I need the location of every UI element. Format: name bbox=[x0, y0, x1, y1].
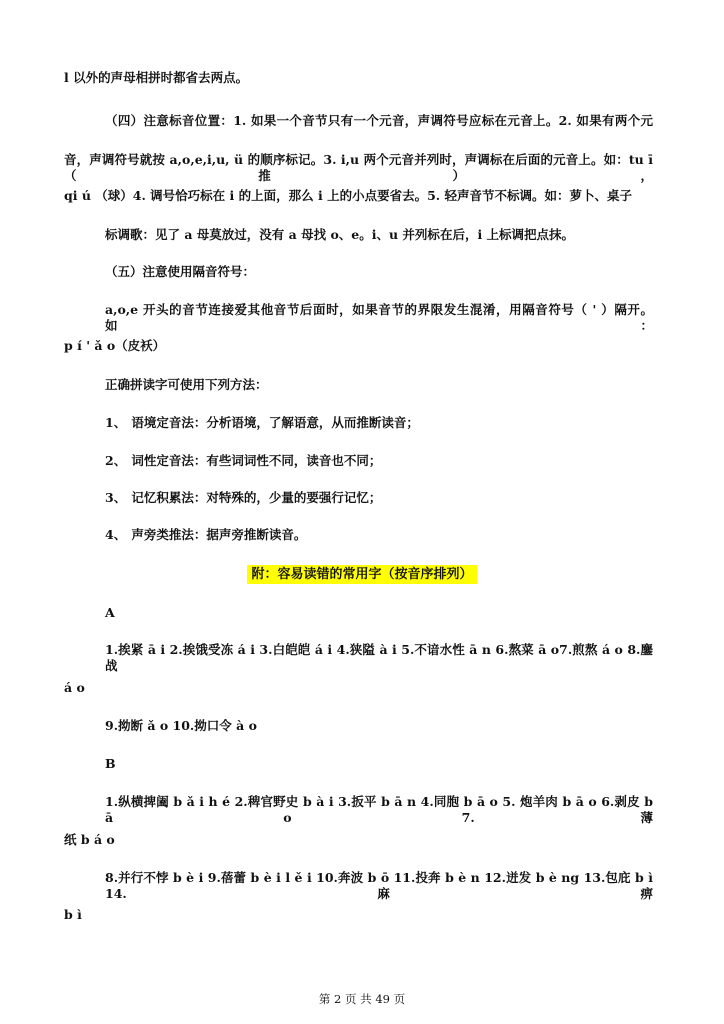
method-text: 声旁类推法：据声旁推断读音。 bbox=[131, 527, 307, 542]
text-line: 标调歌：见了 a 母莫放过，没有 a 母找 o、e。i、u 并列标在后，i 上标调把点抹。 bbox=[105, 227, 575, 242]
method-item bbox=[105, 415, 419, 431]
word-list-line: b ì bbox=[64, 907, 82, 922]
letter-heading-a: A bbox=[105, 605, 115, 620]
method-item bbox=[105, 527, 306, 543]
word-list-line: á o bbox=[64, 680, 85, 695]
text-line: 音，声调符号就按 a,o,e,i,u, ü 的顺序标记。3. i,u 两个元音并列时，声调标在后面的元音上。如：tu ī（推）， bbox=[64, 152, 653, 183]
word-list-line: 1.纵横捭阖 b ǎ i h é 2.稗官野史 b à i 3.扳平 b ā n 4.同胞 b ā o 5. 炮羊肉 b ā o 6.剥皮 b ā o 7.薄 bbox=[105, 794, 653, 825]
method-number: 2、 bbox=[105, 453, 127, 468]
text-line: p í ' ǎ o（皮袄） bbox=[64, 338, 166, 353]
word-list-line: 纸 b á o bbox=[64, 832, 115, 847]
method-number: 3、 bbox=[105, 490, 127, 505]
word-list-line: 8.并行不悖 b è i 9.蓓蕾 b è i l ě i 10.奔波 b ō 11.投奔 b è n 12.迸发 b è ng 13.包庇 b ì 14.麻痹 bbox=[105, 870, 653, 901]
page-footer: 第 2 页 共 49 页 bbox=[318, 992, 406, 1006]
letter-heading-b: B bbox=[105, 756, 116, 771]
text-line: l 以外的声母相拼时都省去两点。 bbox=[64, 70, 249, 85]
method-text: 记忆积累法：对特殊的，少量的要强行记忆； bbox=[131, 490, 382, 505]
section-heading: （五）注意使用隔音符号： bbox=[105, 264, 256, 279]
appendix-title: 附：容易读错的常用字（按音序排列） bbox=[247, 565, 476, 584]
appendix-title-row bbox=[0, 566, 724, 583]
text-line: qi ú （球）4. 调号恰巧标在 i 的上面，那么 i 上的小点要省去。5. 轻声音节不标调。如：萝卜、桌子 bbox=[64, 188, 632, 203]
word-list-line: 1.挨紧 ā i 2.挨饿受冻 á i 3.白皑皑 á i 4.狭隘 à i 5.不谙水性 ā n 6.熬菜 ā o7.煎熬 á o 8.鏖战 bbox=[105, 642, 653, 673]
method-number: 1、 bbox=[105, 415, 127, 430]
word-list-line: 9.拗断 ǎ o 10.拗口令 à o bbox=[105, 718, 257, 733]
text-line: a,o,e 开头的音节连接爱其他音节后面时，如果音节的界限发生混淆，用隔音符号（ ' ）隔开。如： bbox=[105, 302, 653, 333]
method-number: 4、 bbox=[105, 527, 127, 542]
method-text: 语境定音法：分析语境，了解语意，从而推断读音； bbox=[131, 415, 419, 430]
text-line: （四）注意标音位置：1. 如果一个音节只有一个元音，声调符号应标在元音上。2. 如果有两个元 bbox=[105, 113, 653, 128]
method-item bbox=[105, 490, 381, 506]
text-line: 正确拼读字可使用下列方法： bbox=[105, 377, 268, 392]
method-item bbox=[105, 453, 381, 469]
method-text: 词性定音法：有些词词性不同，读音也不同； bbox=[131, 453, 382, 468]
